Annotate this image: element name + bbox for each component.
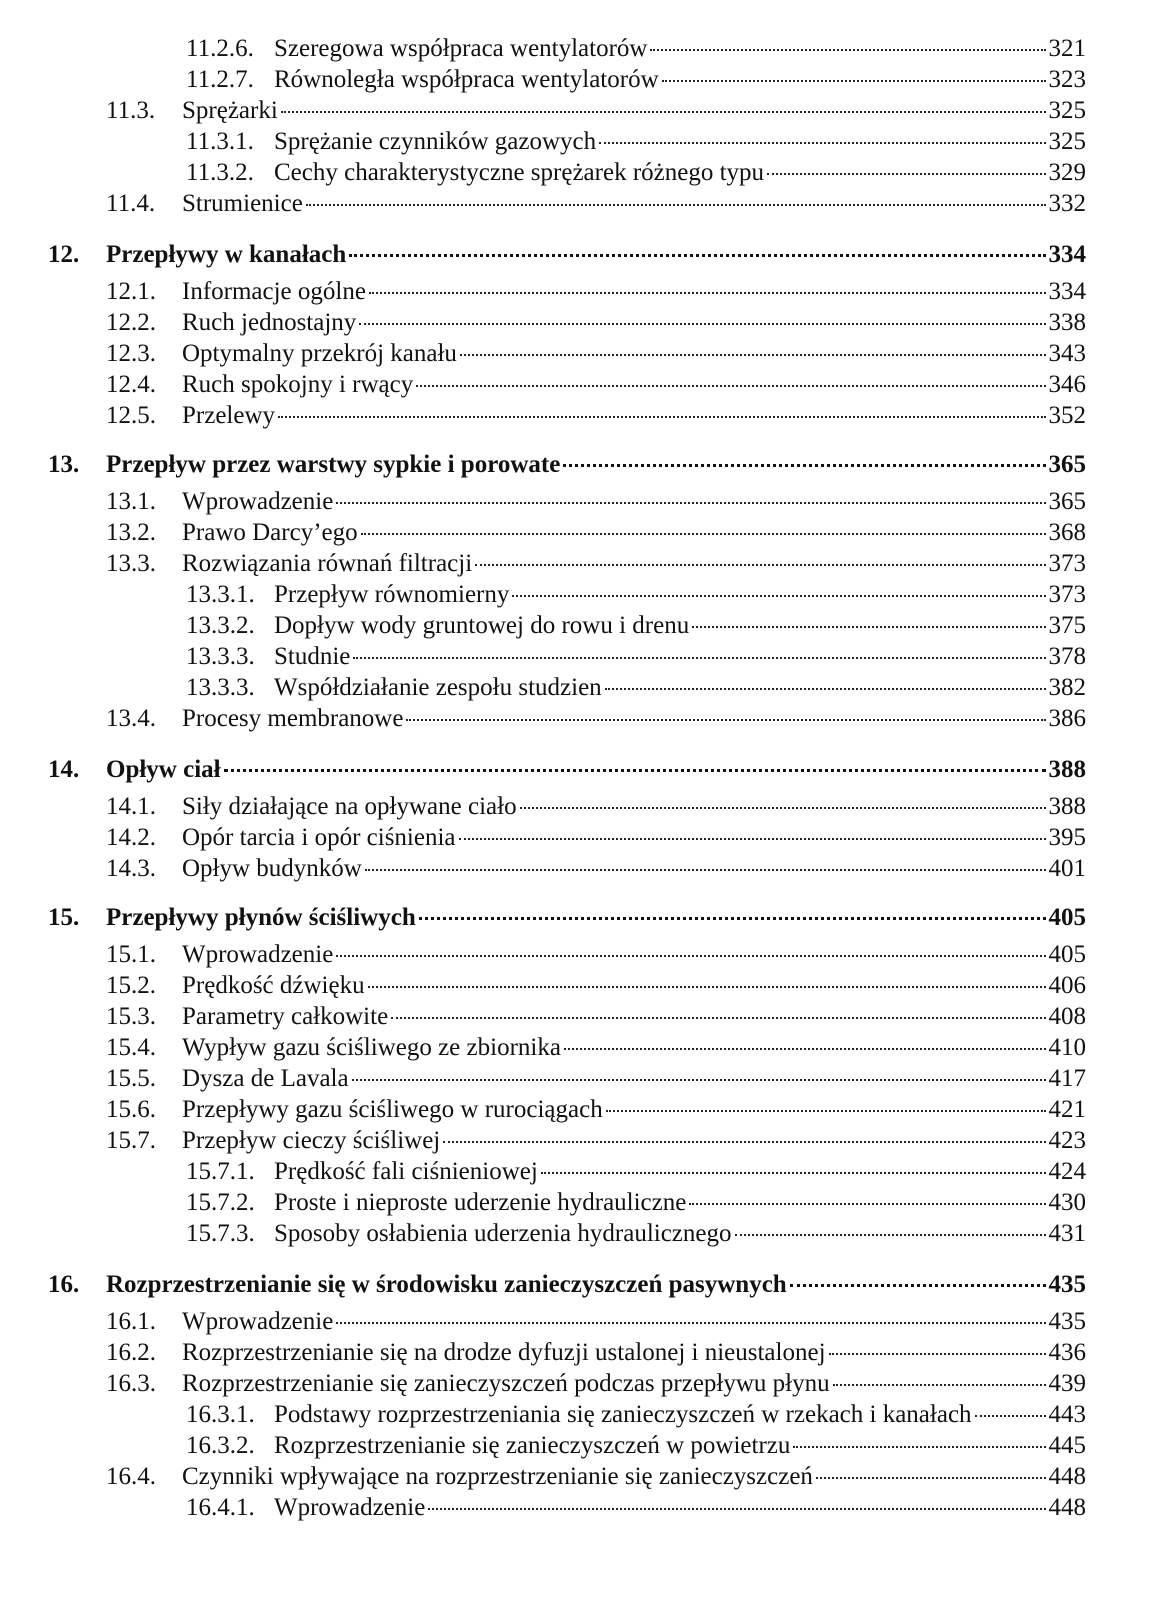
toc-chapter-row [48,450,1086,480]
toc-entry-row [186,1400,1086,1430]
toc-entry-title: Prędkość fali ciśnieniowej [274,1158,538,1185]
dot-leader [359,323,1045,325]
toc-entry-number: 11.3. [106,97,156,124]
dot-leader [520,807,1046,809]
toc-entry-row [106,1369,1086,1399]
toc-entry-number: 16.4.1. [186,1494,255,1521]
toc-entry-title: Prawo Darcy’ego [182,519,358,546]
toc-entry-title: Opływ budynków [182,855,362,882]
toc-entry-number: 13.3. [106,550,156,577]
toc-entry-number: 16.3.2. [186,1432,255,1459]
toc-entry-page: 443 [1048,1401,1086,1428]
toc-entry-number: 12. [48,241,80,268]
toc-entry-title: Przepływ przez warstwy sypkie i porowate [106,451,561,478]
dot-leader [650,49,1045,51]
toc-entry-row [106,823,1086,853]
toc-entry-title: Czynniki wpływające na rozprzestrzenianie się zanieczyszczeń [182,1463,813,1490]
toc-entry-row [186,1219,1086,1249]
toc-entry-row [106,1095,1086,1125]
dot-leader [368,986,1046,988]
toc-entry-number: 14. [48,756,80,783]
toc-entry-number: 14.2. [106,824,156,851]
toc-entry-row [106,1338,1086,1368]
dot-leader [443,1141,1045,1143]
toc-entry-page: 410 [1048,1034,1086,1061]
toc-entry-page: 406 [1048,972,1086,999]
toc-entry-title: Dysza de Lavala [182,1065,349,1092]
toc-entry-row [106,549,1086,579]
toc-entry-page: 423 [1048,1127,1086,1154]
toc-entry-page: 382 [1048,674,1086,701]
toc-entry-number: 15.7.3. [186,1220,255,1247]
toc-entry-page: 329 [1048,159,1086,186]
toc-entry-title: Sprężarki [182,97,278,124]
toc-entry-number: 13.1. [106,488,156,515]
toc-entry-row [106,792,1086,822]
toc-entry-number: 14.1. [106,793,156,820]
toc-entry-title: Przepływy gazu ściśliwego w rurociągach [182,1096,603,1123]
toc-entry-row [106,277,1086,307]
toc-entry-page: 334 [1048,241,1086,268]
toc-entry-title: Równoległa współpraca wentylatorów [274,66,659,93]
toc-entry-row [106,339,1086,369]
toc-entry-page: 417 [1048,1065,1086,1092]
toc-entry-page: 365 [1048,488,1086,515]
toc-entry-title: Opływ ciał [106,756,221,783]
toc-entry-row [106,1064,1086,1094]
toc-entry-number: 13.4. [106,705,156,732]
toc-entry-title: Wprowadzenie [182,941,334,968]
toc-entry-title: Rozprzestrzenianie się zanieczyszczeń w powietrzu [274,1432,791,1459]
toc-entry-number: 16. [48,1271,80,1298]
toc-entry-number: 13. [48,451,80,478]
dot-leader [599,142,1045,144]
toc-entry-page: 408 [1048,1003,1086,1030]
dot-leader [662,80,1046,82]
dot-leader [563,464,1045,467]
toc-entry-row [106,189,1086,219]
toc-entry-row [106,971,1086,1001]
toc-entry-row [186,580,1086,610]
toc-entry-row [106,370,1086,400]
toc-entry-number: 15.6. [106,1096,156,1123]
toc-entry-page: 373 [1048,581,1086,608]
toc-entry-page: 436 [1048,1339,1086,1366]
dot-leader [336,955,1045,957]
dot-leader [767,173,1045,175]
toc-entry-row [106,1126,1086,1156]
toc-entry-title: Wprowadzenie [274,1494,426,1521]
dot-leader [416,385,1045,387]
toc-entry-page: 334 [1048,278,1086,305]
toc-entry-number: 16.4. [106,1463,156,1490]
dot-leader [353,657,1045,659]
toc-entry-page: 435 [1048,1308,1086,1335]
toc-entry-title: Rozprzestrzenianie się na drodze dyfuzji ustalonej i nieustalonej [182,1339,826,1366]
toc-entry-row [106,1462,1086,1492]
toc-entry-number: 12.5. [106,402,156,429]
dot-leader [306,204,1046,206]
toc-entry-page: 435 [1048,1271,1086,1298]
dot-leader [735,1234,1046,1236]
dot-leader [278,416,1045,418]
dot-leader [406,719,1045,721]
toc-entry-number: 16.3. [106,1370,156,1397]
dot-leader [692,626,1045,628]
toc-entry-row [106,940,1086,970]
toc-entry-row [186,673,1086,703]
dot-leader [475,564,1045,566]
toc-entry-title: Podstawy rozprzestrzeniania się zanieczyszczeń w rzekach i kanałach [274,1401,972,1428]
toc-entry-title: Procesy membranowe [182,705,404,732]
toc-entry-page: 325 [1048,97,1086,124]
toc-entry-title: Sposoby osłabienia uderzenia hydraulicznego [274,1220,732,1247]
dot-leader [606,1110,1046,1112]
dot-leader [361,533,1046,535]
toc-entry-title: Cechy charakterystyczne sprężarek różnego typu [274,159,765,186]
toc-entry-row [186,65,1086,95]
dot-leader [352,1079,1046,1081]
dot-leader [419,917,1046,920]
toc-entry-title: Proste i nieproste uderzenie hydrauliczne [274,1189,687,1216]
toc-chapter-row [48,903,1086,933]
toc-entry-number: 15.5. [106,1065,156,1092]
toc-entry-number: 12.1. [106,278,156,305]
toc-chapter-row [48,1270,1086,1300]
dot-leader [428,1508,1045,1510]
dot-leader [790,1284,1046,1287]
toc-entry-page: 352 [1048,402,1086,429]
dot-leader [793,1446,1045,1448]
toc-entry-title: Wprowadzenie [182,488,334,515]
dot-leader [975,1415,1046,1417]
toc-entry-number: 15.1. [106,941,156,968]
toc-entry-number: 14.3. [106,855,156,882]
dot-leader [336,502,1045,504]
toc-entry-title: Współdziałanie zespołu studzien [274,674,602,701]
toc-entry-page: 421 [1048,1096,1086,1123]
toc-entry-page: 338 [1048,309,1086,336]
toc-entry-title: Wypływ gazu ściśliwego ze zbiornika [182,1034,561,1061]
toc-entry-page: 401 [1048,855,1086,882]
toc-entry-number: 12.2. [106,309,156,336]
toc-entry-title: Przepływ równomierny [274,581,510,608]
toc-entry-title: Strumienice [182,190,303,217]
toc-entry-number: 13.2. [106,519,156,546]
toc-entry-title: Przepływ cieczy ściśliwej [182,1127,441,1154]
toc-entry-number: 12.4. [106,371,156,398]
toc-entry-page: 424 [1048,1158,1086,1185]
dot-leader [605,688,1046,690]
toc-entry-row [106,704,1086,734]
dot-leader [459,838,1046,840]
toc-entry-title: Rozwiązania równań filtracji [182,550,473,577]
toc-entry-row [186,642,1086,672]
toc-entry-title: Wprowadzenie [182,1308,334,1335]
toc-entry-title: Dopływ wody gruntowej do rowu i drenu [274,612,690,639]
toc-entry-number: 15.7.2. [186,1189,255,1216]
toc-entry-title: Parametry całkowite [182,1003,389,1030]
toc-entry-row [186,1157,1086,1187]
toc-entry-page: 431 [1048,1220,1086,1247]
dot-leader [829,1353,1046,1355]
toc-entry-row [106,308,1086,338]
toc-entry-number: 13.3.3. [186,643,255,670]
toc-entry-page: 448 [1048,1494,1086,1521]
toc-entry-number: 12.3. [106,340,156,367]
toc-entry-row [186,1493,1086,1523]
dot-leader [833,1384,1046,1386]
toc-entry-title: Prędkość dźwięku [182,972,365,999]
toc-entry-page: 388 [1048,793,1086,820]
toc-entry-row [106,401,1086,431]
toc-entry-number: 16.1. [106,1308,156,1335]
toc-entry-row [106,487,1086,517]
toc-entry-title: Studnie [274,643,351,670]
toc-entry-number: 16.3.1. [186,1401,255,1428]
toc-entry-title: Opór tarcia i opór ciśnienia [182,824,456,851]
toc-entry-title: Przepływy płynów ściśliwych [106,904,416,931]
toc-entry-row [106,854,1086,884]
toc-entry-title: Rozprzestrzenianie się zanieczyszczeń podczas przepływu płynu [182,1370,830,1397]
toc-entry-number: 16.2. [106,1339,156,1366]
toc-entry-number: 11.2.6. [186,35,254,62]
dot-leader [336,1322,1045,1324]
toc-entry-row [186,34,1086,64]
toc-entry-page: 365 [1048,451,1086,478]
toc-entry-page: 386 [1048,705,1086,732]
toc-entry-number: 15.7. [106,1127,156,1154]
toc-entry-page: 346 [1048,371,1086,398]
toc-entry-row [186,1188,1086,1218]
toc-entry-page: 378 [1048,643,1086,670]
toc-entry-page: 368 [1048,519,1086,546]
toc-entry-page: 343 [1048,340,1086,367]
toc-entry-title: Siły działające na opływane ciało [182,793,517,820]
toc-chapter-row [48,240,1086,270]
toc-entry-page: 388 [1048,756,1086,783]
toc-entry-title: Przelewy [182,402,276,429]
toc-entry-page: 430 [1048,1189,1086,1216]
toc-entry-title: Ruch jednostajny [182,309,357,336]
toc-entry-number: 13.3.3. [186,674,255,701]
toc-entry-row [186,1431,1086,1461]
toc-entry-page: 332 [1048,190,1086,217]
dot-leader [369,292,1046,294]
toc-entry-row [106,1002,1086,1032]
toc-entry-number: 15. [48,904,80,931]
toc-entry-row [106,96,1086,126]
dot-leader [460,354,1046,356]
toc-entry-number: 15.2. [106,972,156,999]
toc-entry-page: 405 [1048,904,1086,931]
toc-entry-number: 13.3.2. [186,612,255,639]
toc-entry-page: 325 [1048,128,1086,155]
dot-leader [391,1017,1045,1019]
toc-entry-row [186,127,1086,157]
toc-entry-row [106,518,1086,548]
toc-entry-row [186,158,1086,188]
toc-entry-row [186,611,1086,641]
toc-entry-number: 15.7.1. [186,1158,255,1185]
dot-leader [224,769,1046,772]
toc-entry-number: 11.3.1. [186,128,254,155]
toc-entry-row [106,1307,1086,1337]
toc-entry-number: 13.3.1. [186,581,255,608]
toc-entry-page: 448 [1048,1463,1086,1490]
toc-entry-title: Informacje ogólne [182,278,366,305]
toc-entry-title: Sprężanie czynników gazowych [274,128,597,155]
toc-entry-title: Przepływy w kanałach [106,241,347,268]
toc-entry-page: 439 [1048,1370,1086,1397]
toc-entry-title: Ruch spokojny i rwący [182,371,414,398]
toc-entry-row [106,1033,1086,1063]
toc-entry-page: 373 [1048,550,1086,577]
toc-entry-page: 375 [1048,612,1086,639]
dot-leader [564,1048,1046,1050]
toc-entry-page: 405 [1048,941,1086,968]
dot-leader [281,111,1046,113]
dot-leader [689,1203,1045,1205]
toc-entry-number: 15.4. [106,1034,156,1061]
toc-entry-page: 321 [1048,35,1086,62]
toc-entry-number: 15.3. [106,1003,156,1030]
dot-leader [365,869,1046,871]
toc-entry-title: Szeregowa współpraca wentylatorów [274,35,648,62]
toc-entry-page: 445 [1048,1432,1086,1459]
toc-entry-title: Optymalny przekrój kanału [182,340,457,367]
toc-entry-page: 323 [1048,66,1086,93]
toc-entry-number: 11.4. [106,190,156,217]
toc-entry-number: 11.2.7. [186,66,254,93]
toc-entry-title: Rozprzestrzenianie się w środowisku zanieczyszczeń pasywnych [106,1271,787,1298]
dot-leader [816,1477,1046,1479]
toc-entry-page: 395 [1048,824,1086,851]
toc-chapter-row [48,755,1086,785]
dot-leader [349,254,1045,257]
dot-leader [541,1172,1046,1174]
dot-leader [512,595,1045,597]
toc-entry-number: 11.3.2. [186,159,254,186]
